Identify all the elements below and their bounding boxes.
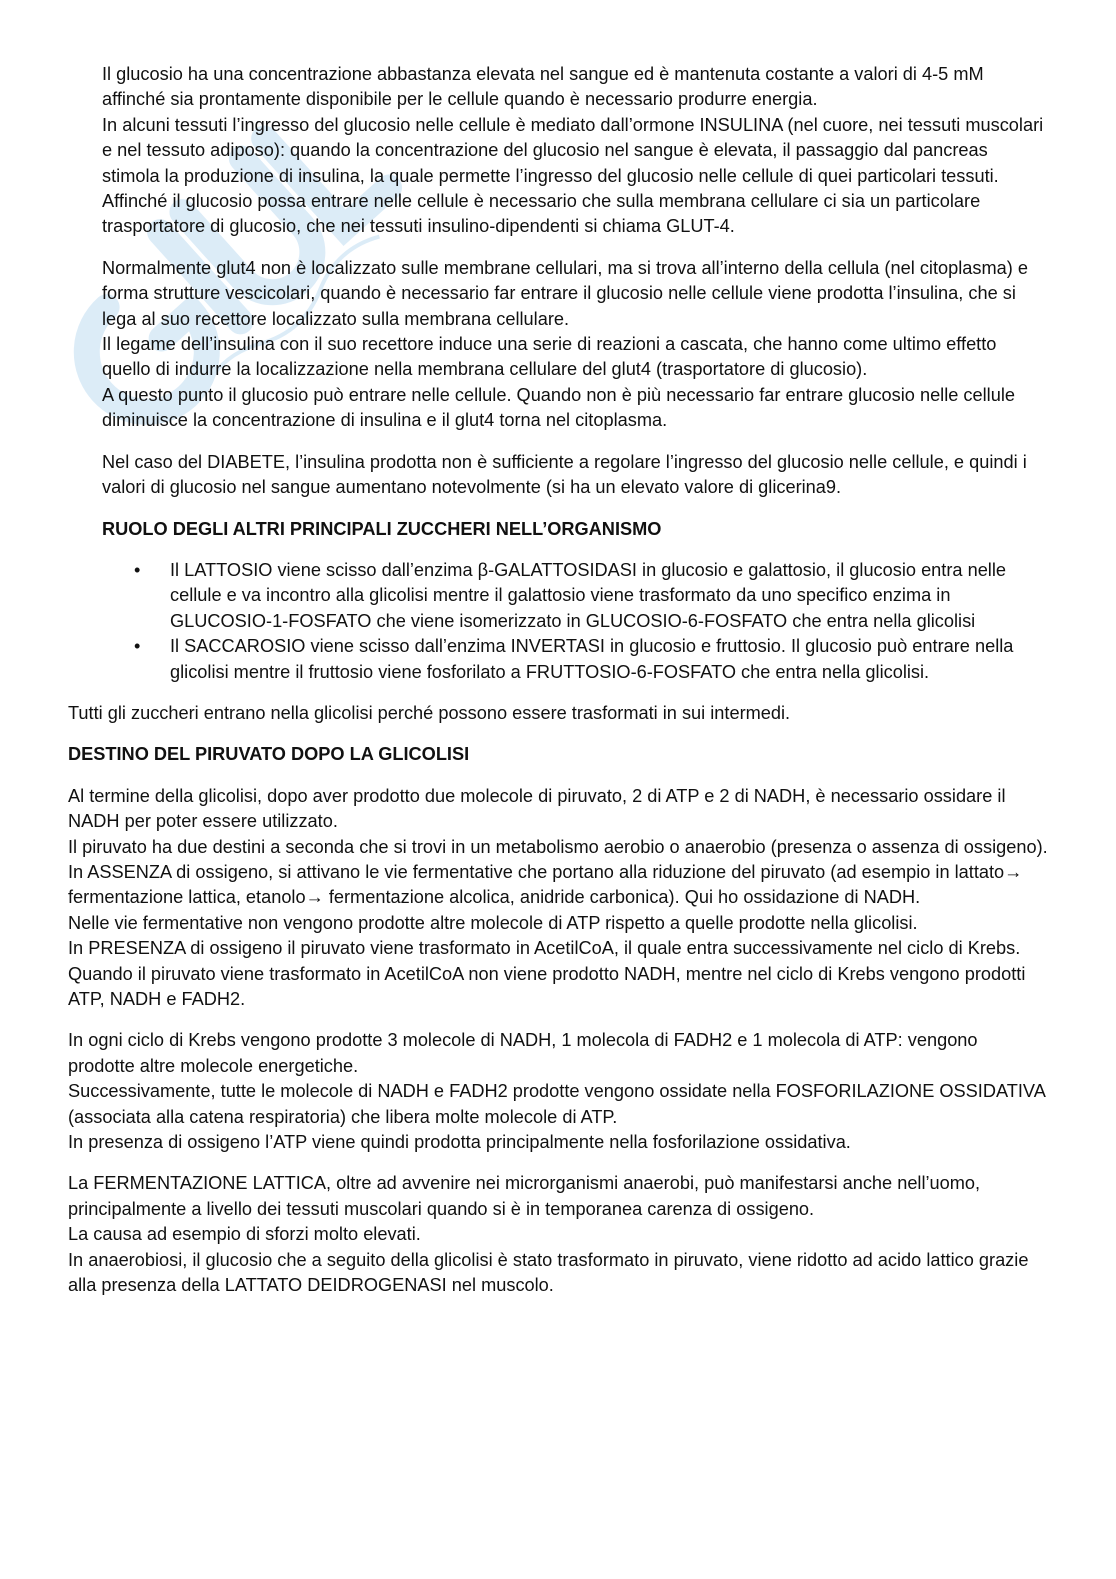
- section-heading: RUOLO DEGLI ALTRI PRINCIPALI ZUCCHERI NELL’ORGANISMO: [102, 518, 662, 539]
- paragraph: In presenza di ossigeno l’ATP viene quindi prodotta principalmente nella fosforilazione ossidativa.: [68, 1132, 851, 1153]
- paragraph: Normalmente glut4 non è localizzato sulle membrane cellulari, ma si trova all’interno della cellula (nel citoplasma) e forma strutture vescicolari, quando è necessario far entrare il glucosio nelle cellule viene prodotta l’insulina, che si lega al suo recettore localizzato sulla membrana cellulare.: [102, 257, 1028, 329]
- paragraph: In anaerobiosi, il glucosio che a seguito della glicolisi è stato trasformato in piruvato, viene ridotto ad acido lattico grazie alla presenza della LATTATO DEIDROGENASI nel muscolo.: [68, 1249, 1029, 1296]
- list-item: • Il SACCAROSIO viene scisso dall’enzima INVERTASI in glucosio e fruttosio. Il glucosio può entrare nella glicolisi mentre il fruttosio viene fosforilato a FRUTTOSIO-6-FOSFATO che entra nella glicolisi.: [170, 634, 1046, 685]
- document-page: [0, 62, 1116, 1298]
- paragraph: La FERMENTAZIONE LATTICA, oltre ad avvenire nei microrganismi anaerobi, può manifestarsi anche nell’uomo, principalmente a livello dei tessuti muscolari quando si è in temporanea carenza di ossigeno.: [68, 1173, 981, 1219]
- paragraph: La causa ad esempio di sforzi molto elevati.: [68, 1224, 421, 1245]
- section-heading: DESTINO DEL PIRUVATO DOPO LA GLICOLISI: [68, 744, 470, 765]
- paragraph: Il piruvato ha due destini a seconda che si trovi in un metabolismo aerobio o anaerobio (presenza o assenza di ossigeno).: [68, 836, 1048, 857]
- paragraph: Al termine della glicolisi, dopo aver prodotto due molecole di piruvato, 2 di ATP e 2 di NADH, è necessario ossidare il NADH per poter essere utilizzato.: [68, 785, 1006, 832]
- paragraph: Il legame dell’insulina con il suo recettore induce una serie di reazioni a cascata, che hanno come ultimo effetto quello di indurre la localizzazione nella membrana cellulare del glut4 (trasportatore di glucosio).: [102, 334, 997, 380]
- paragraph: Il glucosio ha una concentrazione abbastanza elevata nel sangue ed è mantenuta costante a valori di 4-5 mM affinché sia prontamente disponibile per le cellule quando è necessario produrre energia.: [102, 64, 984, 110]
- paragraph: Quando il piruvato viene trasformato in AcetilCoA non viene prodotto NADH, mentre nel ciclo di Krebs vengono prodotti ATP, NADH e FADH2.: [68, 963, 1026, 1009]
- paragraph: Successivamente, tutte le molecole di NADH e FADH2 prodotte vengono ossidate nella FOSFORILAZIONE OSSIDATIVA (associata alla catena respiratoria) che libera molte molecole di ATP.: [68, 1081, 1045, 1127]
- paragraph: In PRESENZA di ossigeno il piruvato viene trasformato in AcetilCoA, il quale entra successivamente nel ciclo di Krebs.: [68, 938, 1021, 959]
- paragraph: Nelle vie fermentative non vengono prodotte altre molecole di ATP rispetto a quelle prodotte nella glicolisi.: [68, 912, 918, 933]
- paragraph: A questo punto il glucosio può entrare nelle cellule. Quando non è più necessario far entrare glucosio nelle cellule diminuisce la concentrazione di insulina e il glut4 torna nel citoplasma.: [102, 384, 1015, 431]
- paragraph: In alcuni tessuti l’ingresso del glucosio nelle cellule è mediato dall’ormone INSULINA (nel cuore, nei tessuti muscolari e nel tessuto adiposo): quando la concentrazione del glucosio nel sangue è elevata, il passaggio dal pancreas stimola la produzione di insulina, la quale permette l’ingresso del glucosio nelle cellule di quei particolari tessuti. Affinché il glucosio possa entrare nelle cellule è necessario che sulla membrana cellulare ci sia un particolare trasportatore di glucosio, che nei tessuti insulino-dipendenti si chiama GLUT-4.: [102, 114, 1044, 237]
- paragraph: Nel caso del DIABETE, l’insulina prodotta non è sufficiente a regolare l’ingresso del glucosio nelle cellule, e quindi i valori di glucosio nel sangue aumentano notevolmente (si ha un elevato valore di glicerina9.: [102, 451, 1027, 498]
- paragraph: In ogni ciclo di Krebs vengono prodotte 3 molecole di NADH, 1 molecola di FADH2 e 1 molecola di ATP: vengono prodotte altre molecole energetiche.: [68, 1030, 978, 1076]
- bullet-list: [0, 558, 1116, 685]
- paragraph: In ASSENZA di ossigeno, si attivano le vie fermentative che portano alla riduzione del piruvato (ad esempio in lattato→ fermentazione lattica, etanolo→ fermentazione alcolica, anidride carbonica). Qui ho ossidazione di NADH.: [68, 861, 1023, 908]
- list-item: • Il LATTOSIO viene scisso dall’enzima β-GALATTOSIDASI in glucosio e galattosio, il glucosio entra nelle cellule e va incontro alla glicolisi mentre il galattosio viene trasformato da uno specifico enzima in GLUCOSIO-1-FOSFATO che viene isomerizzato in GLUCOSIO-6-FOSFATO che entra nella glicolisi: [170, 558, 1046, 634]
- paragraph: Tutti gli zuccheri entrano nella glicolisi perché possono essere trasformati in sui intermedi.: [68, 702, 791, 723]
